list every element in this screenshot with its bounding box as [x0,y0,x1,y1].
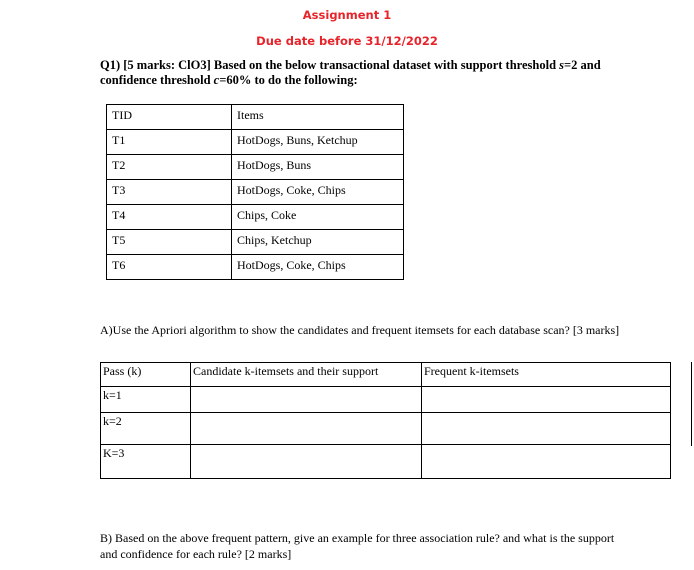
part-b-question: B) Based on the above frequent pattern, give an example for three association rule? and what is the support and confidence for each rule? [2 marks] [100,531,615,561]
tid-cell: T2 [107,155,232,180]
tid-cell: T6 [107,255,232,280]
due-date: Due date before 31/12/2022 [256,34,438,48]
tid-cell: T5 [107,230,232,255]
q1-suffix: to do the following: [251,73,358,87]
header-tid: TID [107,105,232,130]
table-row [101,413,671,445]
items-cell: HotDogs, Buns, Ketchup [232,130,404,155]
frequent-cell[interactable] [422,445,671,479]
candidate-cell[interactable] [191,387,422,413]
table-row [107,130,404,155]
tid-cell: T1 [107,130,232,155]
header-pass: Pass (k) [101,363,191,387]
table-header-row [107,105,404,130]
support-variable: s [559,58,565,72]
header-items: Items [232,105,404,130]
confidence-variable: c [213,73,220,87]
frequent-cell[interactable] [422,387,671,413]
table-row [107,205,404,230]
items-cell: HotDogs, Coke, Chips [232,180,404,205]
items-cell: Chips, Coke [232,205,404,230]
support-threshold: =2 [564,58,578,72]
table-row [101,445,671,479]
question-1 [100,58,640,88]
items-cell: HotDogs, Coke, Chips [232,255,404,280]
q1-mid: and confidence threshold [100,58,601,87]
table-row [107,255,404,280]
tid-cell: T3 [107,180,232,205]
table-row [107,155,404,180]
q1-prefix: Q1) [5 marks: ClO3] Based on the below transactional dataset with support threshold [100,58,560,72]
table-header-row [101,363,671,387]
pass-cell: k=1 [101,387,191,413]
header-frequent: Frequent k-itemsets [422,363,671,387]
candidate-cell[interactable] [191,413,422,445]
items-cell: Chips, Ketchup [232,230,404,255]
pass-cell: K=3 [101,445,191,479]
table-row [107,180,404,205]
assignment-title: Assignment 1 [302,8,392,22]
items-cell: HotDogs, Buns [232,155,404,180]
table-row [101,387,671,413]
transaction-table [106,104,404,280]
frequent-cell[interactable] [422,413,671,445]
part-a-question: A)Use the Apriori algorithm to show the candidates and frequent itemsets for each database scan? [3 marks] [100,323,620,337]
header-candidates: Candidate k-itemsets and their support [191,363,422,387]
tid-cell: T4 [107,205,232,230]
table-row [107,230,404,255]
apriori-table [100,362,671,479]
candidate-cell[interactable] [191,445,422,479]
pass-cell: k=2 [101,413,191,445]
table-edge-line [691,362,692,446]
confidence-threshold: =60% [219,73,252,87]
